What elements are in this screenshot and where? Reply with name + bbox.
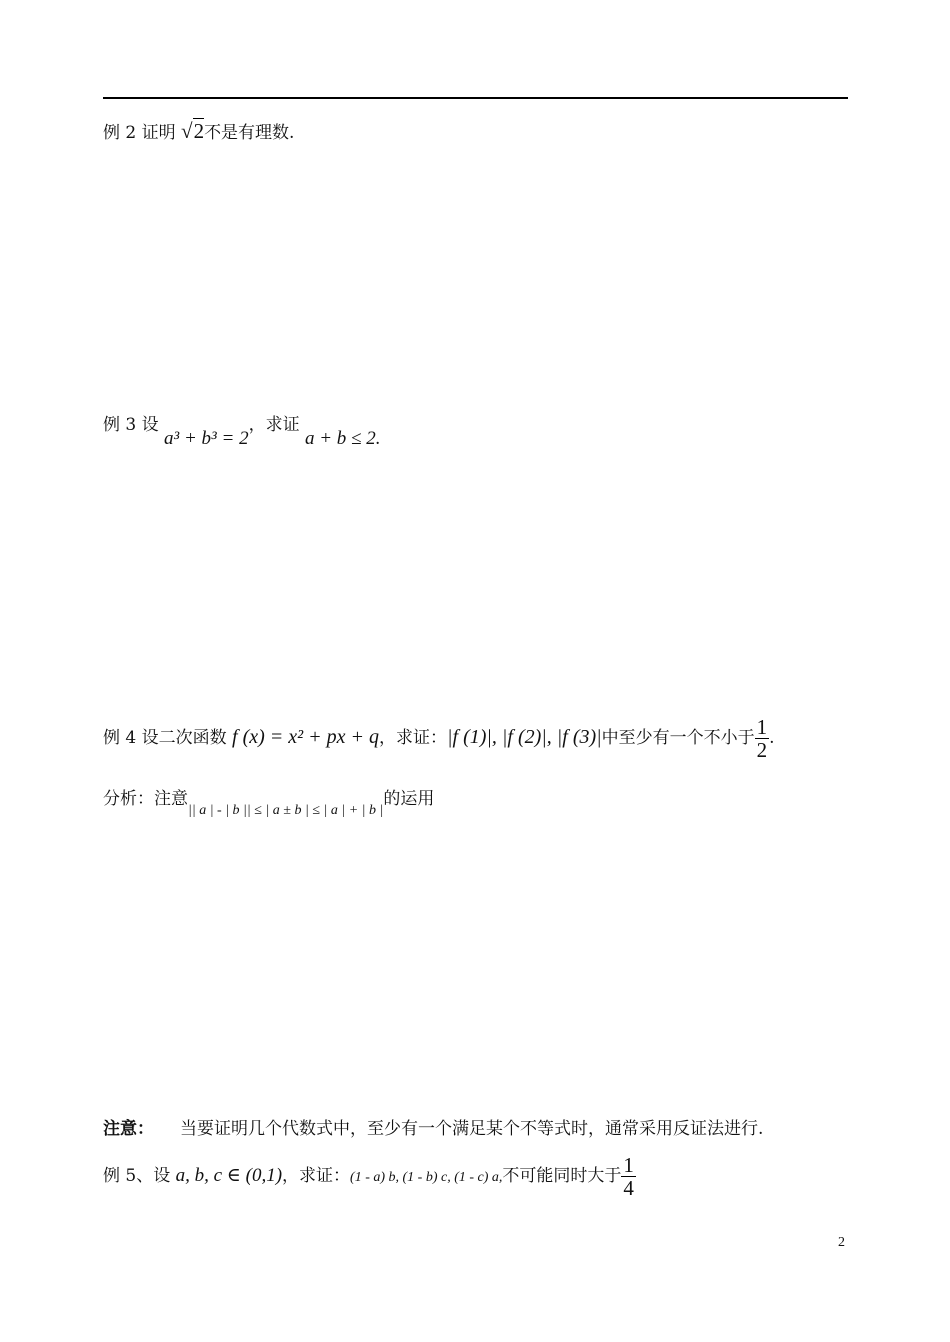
header-rule bbox=[103, 97, 848, 99]
example-3-equation: a³ + b³ = 2 bbox=[164, 428, 249, 449]
example-5-expressions: (1 - a) b, (1 - b) c, (1 - c) a, bbox=[350, 1170, 503, 1186]
example-3-inequality: a + b ≤ 2. bbox=[304, 428, 381, 449]
page-number: 2 bbox=[838, 1235, 845, 1250]
note-label: 注意： bbox=[103, 1119, 154, 1139]
example-2-label: 例 2 证明 bbox=[103, 123, 182, 143]
note-text: 当要证明几个代数式中，至少有一个满足某个不等式时，通常采用反证法进行. bbox=[180, 1119, 764, 1139]
example-5-vars: a, b, c ∈ (0,1) bbox=[175, 1165, 283, 1187]
sqrt-2: √2 bbox=[181, 119, 205, 143]
example-4-function: f (x) = x² + px + q bbox=[232, 726, 380, 749]
example-2 bbox=[103, 118, 294, 144]
analysis-tail: 的运用 bbox=[383, 789, 435, 809]
example-2-tail: 不是有理数. bbox=[204, 123, 295, 143]
example-3-label: 例 3 设 bbox=[103, 415, 165, 435]
example-5 bbox=[103, 1154, 636, 1199]
analysis-formula: || a | - | b || ≤ | a ± b | ≤ | a | + | b | bbox=[188, 803, 384, 818]
example-4-end: . bbox=[769, 728, 775, 749]
example-5-tail: 不可能同时大于 bbox=[502, 1166, 622, 1187]
example-4-label: 例 4 设二次函数 bbox=[103, 728, 233, 749]
example-5-mid: ，求证： bbox=[282, 1166, 351, 1187]
note bbox=[103, 1114, 763, 1139]
example-4-mid: ，求证： bbox=[379, 728, 448, 749]
example-5-label: 例 5、设 bbox=[103, 1166, 176, 1187]
example-4 bbox=[103, 716, 775, 761]
example-4-tail: 中至少有一个不小于 bbox=[601, 728, 755, 749]
example-3-mid: ，求证 bbox=[248, 415, 305, 435]
example-3 bbox=[103, 410, 381, 449]
analysis-label: 分析：注意 bbox=[103, 789, 188, 809]
fraction-one-half: $\frac{1}{2}$ bbox=[756, 715, 768, 763]
fraction-one-quarter: $\frac{1}{4}$ bbox=[623, 1153, 634, 1201]
example-4-values: |f (1)|, |f (2)|, |f (3)| bbox=[447, 726, 602, 749]
